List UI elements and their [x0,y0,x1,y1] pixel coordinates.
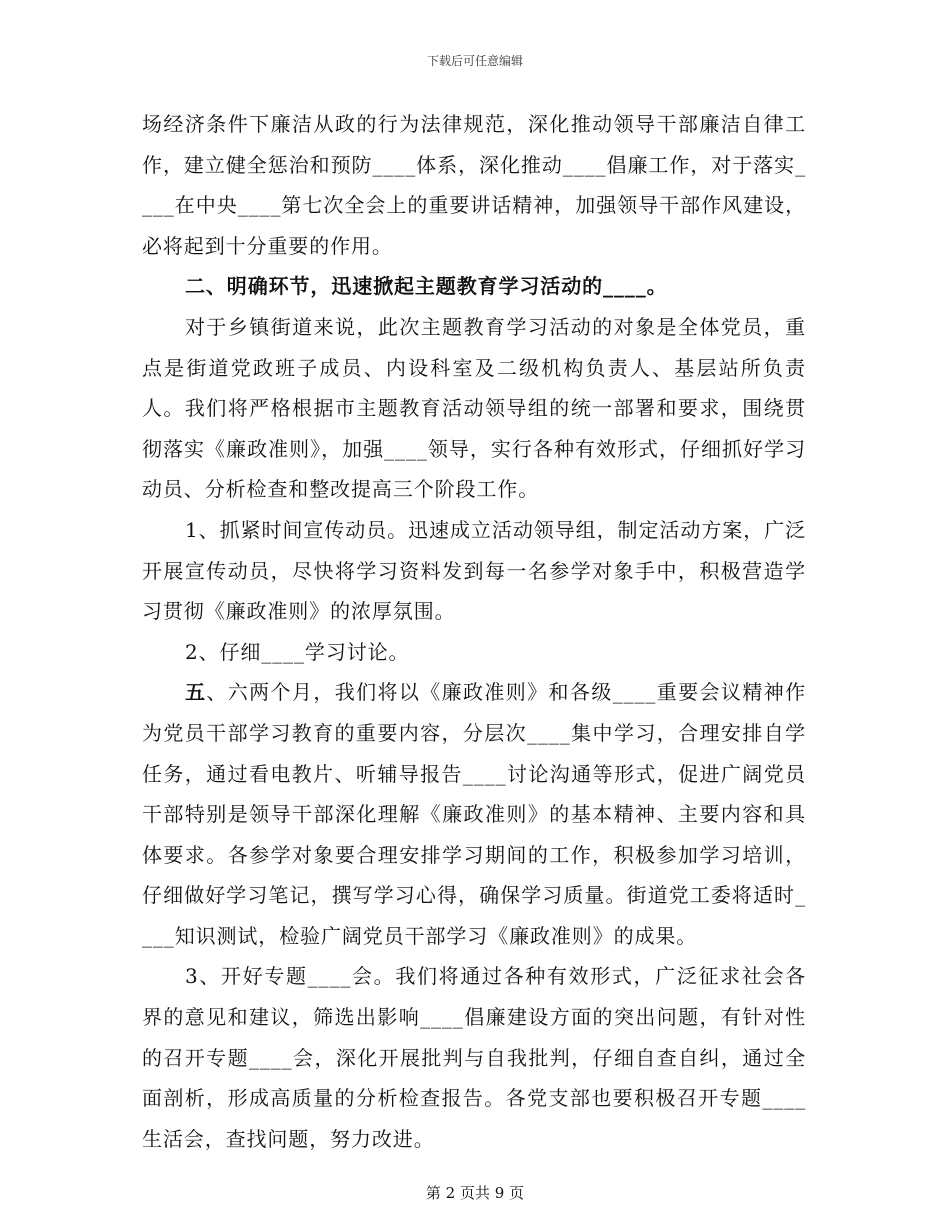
page-number: 第 2 页共 9 页 [425,1184,525,1202]
paragraph-study-plan-text: 、六两个月，我们将以《廉政准则》和各级____重要会议精神作为党员干部学习教育的重要内容，分层次____集中学习，合理安排自学任务，通过看电教片、听辅导报告____讨论沟通等形式，促进广阔党员干部特别是领导干部深化理解《廉政准则》的基本精神、主要内容和具体要求。各参学对象要合理安排学习期间的工作，积极参加学习培训，仔细做好学习笔记，撰写学习心得，确保学习质量。街道党工委将适时____知识测试，检验广阔党员干部学习《廉政准则》的成果。 [142,680,806,948]
page-header: 下载后可任意编辑 [426,54,523,68]
paragraph-item-2: 2、仔细____学习讨论。 [185,639,410,664]
paragraph-item-1: 1、抓紧时间宣传动员。迅速成立活动领导组，制定活动方案，广泛开展宣传动员，尽快将学习资料发到每一名参学对象手中，积极营造学习贯彻《廉政准则》的浓厚氛围。 [142,517,806,624]
paragraph-lead-char: 五 [185,680,207,705]
paragraph-study-plan [142,672,806,956]
section-heading: 二、明确环节，迅速掀起主题教育学习活动的____。 [185,274,668,299]
paragraph-targets: 对于乡镇街道来说，此次主题教育学习活动的对象是全体党员，重点是街道党政班子成员、内设科室及二级机构负责人、基层站所负责人。我们将严格根据市主题教育活动领导组的统一部署和要求，围绕贯彻落实《廉政准则》，加强____领导，实行各种有效形式，仔细抓好学习动员、分析检查和整改提高三个阶段工作。 [142,314,806,502]
paragraph-item-3: 3、开好专题____会。我们将通过各种有效形式，广泛征求社会各界的意见和建议，筛选出影响____倡廉建设方面的突出问题，有针对性的召开专题____会，深化开展批判与自我批判，仔细自查自纠，通过全面剖析，形成高质量的分析检查报告。各党支部也要积极召开专题____生活会，查找问题，努力改进。 [142,964,806,1151]
document-body [142,104,806,1159]
paragraph-continuation: 场经济条件下廉洁从政的行为法律规范，深化推动领导干部廉洁自律工作，建立健全惩治和预防____体系，深化推动____倡廉工作，对于落实____在中央____第七次全会上的重要讲话精神，加强领导干部作风建设，必将起到十分重要的作用。 [142,112,806,258]
